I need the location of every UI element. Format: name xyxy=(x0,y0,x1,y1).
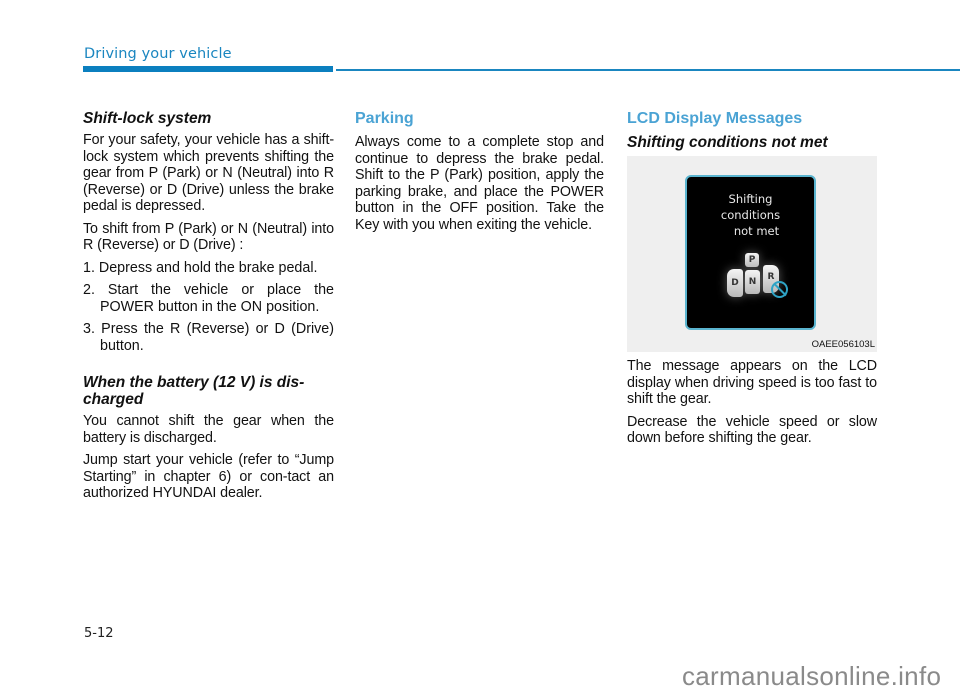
gear-d-button-icon: D xyxy=(727,269,743,297)
lcd-figure xyxy=(627,156,877,352)
shift-lock-heading: Shift-lock system xyxy=(83,110,212,127)
lcd-messages-heading: LCD Display Messages xyxy=(627,110,803,127)
header-bar xyxy=(83,66,333,72)
lcd-message xyxy=(687,191,814,239)
section-title: Driving your vehicle xyxy=(84,46,232,62)
gear-p-button-icon: P xyxy=(745,253,759,267)
step-3: 3. Press the R (Reverse) or D (Drive) button. xyxy=(83,321,334,354)
shift-instructions-intro: To shift from P (Park) or N (Neutral) into R (Reverse) or D (Drive) : xyxy=(83,220,334,253)
prohibited-icon xyxy=(771,281,788,298)
parking-paragraph: Always come to a complete stop and continue to depress the brake pedal. Shift to the P (Park) position, apply the parking brake, and place the POWER button in the OFF position. Take the Key with you when exiting the vehicle. xyxy=(355,134,604,233)
step-2: 2. Start the vehicle or place the POWER button in the ON position. xyxy=(83,282,334,315)
battery-paragraph-2: Jump start your vehicle (refer to “Jump Starting” in chapter 6) or con-tact an authorized HYUNDAI dealer. xyxy=(83,452,334,501)
lcd-paragraph-1: The message appears on the LCD display when driving speed is too fast to shift the gear. xyxy=(627,358,877,407)
step-1: 1. Depress and hold the brake pedal. xyxy=(83,259,318,276)
shift-lock-paragraph: For your safety, your vehicle has a shift-lock system which prevents shifting the gear from P (Park) or N (Neutral) into R (Reverse) or D (Drive) unless the brake pedal is depressed. xyxy=(83,132,334,214)
parking-heading: Parking xyxy=(355,110,414,127)
battery-heading: When the battery (12 V) is dis-charged xyxy=(83,374,305,408)
column-left xyxy=(83,110,334,508)
lcd-line-1: Shifting xyxy=(728,192,773,206)
gear-n-button-icon: N xyxy=(745,270,760,294)
shifting-conditions-heading: Shifting conditions not met xyxy=(627,134,828,151)
column-middle xyxy=(355,110,604,239)
figure-code: OAEE056103L xyxy=(811,339,875,350)
lcd-paragraph-2: Decrease the vehicle speed or slow down before shifting the gear. xyxy=(627,413,877,446)
column-right xyxy=(627,110,877,453)
header-rule xyxy=(336,69,960,71)
lcd-display xyxy=(685,175,816,330)
gear-r-button-icon: R xyxy=(763,265,779,293)
watermark: carmanualsonline.info xyxy=(682,661,942,691)
battery-paragraph-1: You cannot shift the gear when the battery is discharged. xyxy=(83,413,334,446)
lcd-line-2: conditions xyxy=(720,208,781,222)
page-number: 5-12 xyxy=(84,626,114,641)
lcd-line-3: not met xyxy=(733,224,780,238)
